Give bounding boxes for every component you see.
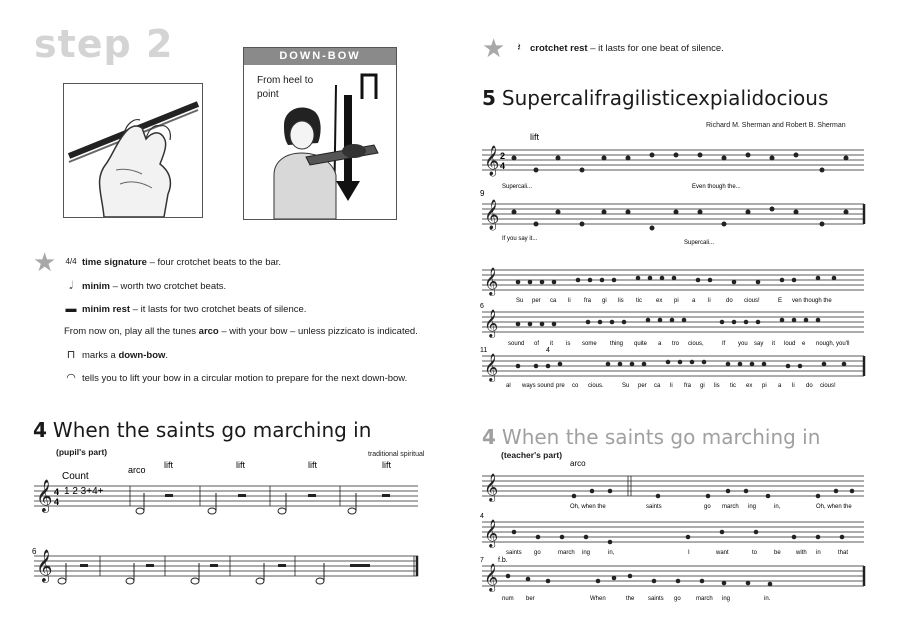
info-minim-rest: ▬ minim rest – it lasts for two crotchet beats of silence.	[65, 303, 307, 315]
bar-number: 4	[480, 513, 484, 520]
down-bow-icon: ⊓	[66, 349, 76, 361]
svg-text:saints: saints	[506, 550, 522, 556]
svg-text:𝄞: 𝄞	[484, 520, 499, 547]
svg-text:𝄞: 𝄞	[484, 199, 500, 229]
svg-text:Oh, when the: Oh, when the	[570, 504, 606, 510]
svg-text:co: co	[572, 383, 579, 389]
pupil-part-label: (pupil's part)	[56, 447, 108, 457]
svg-text:I: I	[688, 550, 690, 556]
info-lift: ◠ tells you to lift your bow in a circular motion to prepare for the next down-bow.	[64, 372, 407, 385]
svg-text:sound: sound	[508, 341, 525, 347]
melody-lyrics-line-3	[506, 383, 836, 389]
song-4-pupil-score	[30, 458, 422, 618]
svg-text:𝄞: 𝄞	[36, 480, 53, 511]
count-label: Count	[62, 471, 89, 482]
svg-text:quite: quite	[634, 341, 648, 347]
svg-text:When: When	[590, 596, 606, 602]
svg-text:say: say	[754, 341, 764, 347]
svg-text:li: li	[792, 383, 795, 389]
svg-text:li: li	[568, 298, 571, 304]
crotchet-rest-icon: 𝄽	[517, 42, 521, 54]
svg-text:is: is	[566, 341, 571, 347]
svg-text:ex: ex	[656, 298, 663, 304]
star-icon: ★	[482, 33, 506, 63]
melody-lyrics-line-1	[516, 298, 832, 304]
svg-text:E: E	[778, 298, 783, 304]
count-numbers: 1 2 3+4+	[64, 486, 104, 497]
svg-text:you: you	[738, 341, 748, 347]
svg-text:𝄞: 𝄞	[484, 145, 500, 175]
svg-text:cious!: cious!	[820, 383, 836, 389]
down-bow-heading: DOWN-BOW	[244, 48, 396, 65]
svg-text:thing: thing	[610, 341, 624, 347]
svg-text:in,: in,	[774, 504, 781, 510]
time-signature-icon: 4/4	[65, 257, 77, 267]
svg-text:a: a	[778, 383, 782, 389]
svg-text:pi: pi	[674, 298, 679, 304]
svg-text:in: in	[816, 550, 821, 556]
song-4-teacher-score	[478, 458, 870, 608]
lift-label: lift	[236, 460, 245, 470]
bar-number: 9	[480, 189, 485, 198]
teacher-lyrics-line-1	[570, 504, 852, 510]
teacher-lyrics-line-2	[506, 550, 848, 556]
svg-text:a: a	[658, 341, 662, 347]
svg-text:Su: Su	[516, 298, 524, 304]
lift-label: lift	[308, 460, 317, 470]
fingering-number: 4	[546, 347, 550, 354]
bar-number: 6	[480, 303, 484, 310]
time-signature-bottom: 4	[500, 161, 506, 171]
svg-text:𝄞: 𝄞	[484, 564, 499, 591]
fb-marking: f.b.	[498, 557, 508, 564]
svg-text:saints: saints	[648, 596, 664, 602]
bar-number: 6	[32, 547, 37, 556]
svg-text:loud: loud	[784, 341, 796, 347]
svg-text:march: march	[558, 550, 575, 556]
svg-text:cious,: cious,	[688, 341, 704, 347]
svg-text:march: march	[722, 504, 739, 510]
svg-text:num: num	[502, 596, 514, 602]
svg-text:fra: fra	[584, 298, 592, 304]
svg-text:𝄞: 𝄞	[484, 310, 499, 337]
down-bow-panel	[243, 47, 397, 220]
svg-text:𝄞: 𝄞	[484, 474, 499, 501]
svg-text:ca: ca	[654, 383, 661, 389]
svg-text:𝄞: 𝄞	[484, 268, 499, 295]
step-title: step 2	[34, 22, 174, 66]
song-4-teacher-title: 4 When the saints go marching in	[482, 425, 821, 449]
lyric-hint: Supercali...	[502, 184, 533, 190]
song-5-credit: Richard M. Sherman and Robert B. Sherman	[706, 122, 846, 129]
song-4-credit: traditional spiritual	[368, 451, 425, 458]
svg-text:Oh, when the: Oh, when the	[816, 504, 852, 510]
violinist-illustration	[244, 65, 396, 219]
svg-text:of: of	[534, 341, 540, 347]
svg-text:in,: in,	[608, 550, 615, 556]
svg-text:al: al	[506, 383, 511, 389]
down-bow-caption: From heel to point	[257, 75, 314, 100]
svg-text:cious.: cious.	[588, 383, 604, 389]
svg-text:If: If	[722, 341, 726, 347]
svg-text:li: li	[670, 383, 673, 389]
svg-text:e: e	[802, 341, 806, 347]
star-icon: ★	[33, 247, 57, 277]
svg-text:tic: tic	[730, 383, 736, 389]
lyric-hint: If you say it...	[502, 236, 538, 242]
svg-text:ber: ber	[526, 596, 535, 602]
svg-text:lis: lis	[618, 298, 624, 304]
song-4-title: 4 When the saints go marching in	[33, 418, 372, 442]
minim-icon: 𝅗𝅥	[69, 280, 73, 292]
svg-text:𝄞: 𝄞	[484, 354, 499, 381]
svg-text:tro: tro	[672, 341, 680, 347]
svg-text:the: the	[626, 596, 635, 602]
svg-text:ing: ing	[582, 550, 591, 556]
svg-text:go: go	[674, 596, 681, 602]
svg-text:ex: ex	[746, 383, 753, 389]
info-crotchet-rest: 𝄽 crotchet rest – it lasts for one beat of silence.	[512, 42, 724, 55]
svg-text:tic: tic	[636, 298, 642, 304]
info-arco: From now on, play all the tunes arco – with your bow – unless pizzicato is indicated.	[64, 326, 418, 337]
time-signature-bottom: 4	[54, 497, 60, 507]
svg-text:Su: Su	[622, 383, 630, 389]
svg-text:it: it	[772, 341, 775, 347]
svg-text:ing: ing	[722, 596, 731, 602]
lyric-hint: Even though the...	[692, 184, 741, 190]
svg-text:with: with	[796, 550, 807, 556]
svg-text:in.: in.	[764, 596, 771, 602]
song-5-melody-score	[478, 262, 870, 390]
arco-label: arco	[570, 459, 586, 468]
svg-text:ca: ca	[550, 298, 557, 304]
teacher-lyrics-line-3	[502, 596, 771, 602]
svg-text:march: march	[696, 596, 713, 602]
minim-rest-icon: ▬	[65, 303, 77, 315]
bar-number: 7	[480, 557, 484, 564]
svg-text:gi: gi	[700, 383, 705, 389]
svg-text:gi: gi	[602, 298, 607, 304]
svg-text:𝄞: 𝄞	[36, 550, 53, 581]
svg-text:go: go	[534, 550, 541, 556]
melody-lyrics-line-2	[508, 341, 850, 347]
svg-text:to: to	[752, 550, 758, 556]
svg-text:pre: pre	[556, 383, 565, 389]
svg-text:want: want	[716, 550, 729, 556]
teacher-part-label: (teacher's part)	[501, 450, 563, 460]
svg-text:do: do	[806, 383, 813, 389]
lift-bow-icon: ◠	[66, 372, 76, 384]
arco-label: arco	[128, 465, 146, 475]
time-signature-top: 4	[54, 487, 60, 497]
song-5-title: 5 Supercalifragilisticexpialidocious	[482, 86, 829, 110]
svg-text:ven though the: ven though the	[792, 298, 832, 304]
svg-text:pi: pi	[762, 383, 767, 389]
svg-text:be: be	[774, 550, 781, 556]
svg-text:some: some	[582, 341, 597, 347]
bow-hold-illustration	[63, 83, 203, 218]
lift-label: lift	[164, 460, 173, 470]
hand-holding-bow-icon	[64, 84, 202, 217]
info-time-signature: 4/4 time signature – four crotchet beats to the bar.	[65, 257, 282, 268]
svg-text:it: it	[550, 341, 553, 347]
svg-text:saints: saints	[646, 504, 662, 510]
info-down-bow: ⊓ marks a down-bow.	[64, 349, 168, 362]
svg-text:that: that	[838, 550, 849, 556]
svg-text:do: do	[726, 298, 733, 304]
svg-text:ways sound: ways sound	[522, 383, 554, 389]
time-signature-top: 2	[500, 151, 506, 161]
svg-text:go: go	[704, 504, 711, 510]
info-minim: 𝅗𝅥 minim – worth two crotchet beats.	[64, 280, 226, 293]
svg-text:cious!: cious!	[744, 298, 760, 304]
svg-text:fra: fra	[684, 383, 692, 389]
svg-text:ing: ing	[748, 504, 757, 510]
lyric-hint: Supercali...	[684, 240, 715, 246]
svg-text:per: per	[638, 383, 647, 389]
svg-text:a: a	[692, 298, 696, 304]
svg-text:nough, you'll: nough, you'll	[816, 341, 850, 347]
lift-label: lift	[530, 132, 539, 142]
svg-text:lis: lis	[714, 383, 720, 389]
song-5-pupil-score	[478, 128, 870, 248]
lift-label: lift	[382, 460, 391, 470]
bar-number: 11	[480, 347, 488, 354]
svg-text:per: per	[532, 298, 541, 304]
svg-text:li: li	[708, 298, 711, 304]
